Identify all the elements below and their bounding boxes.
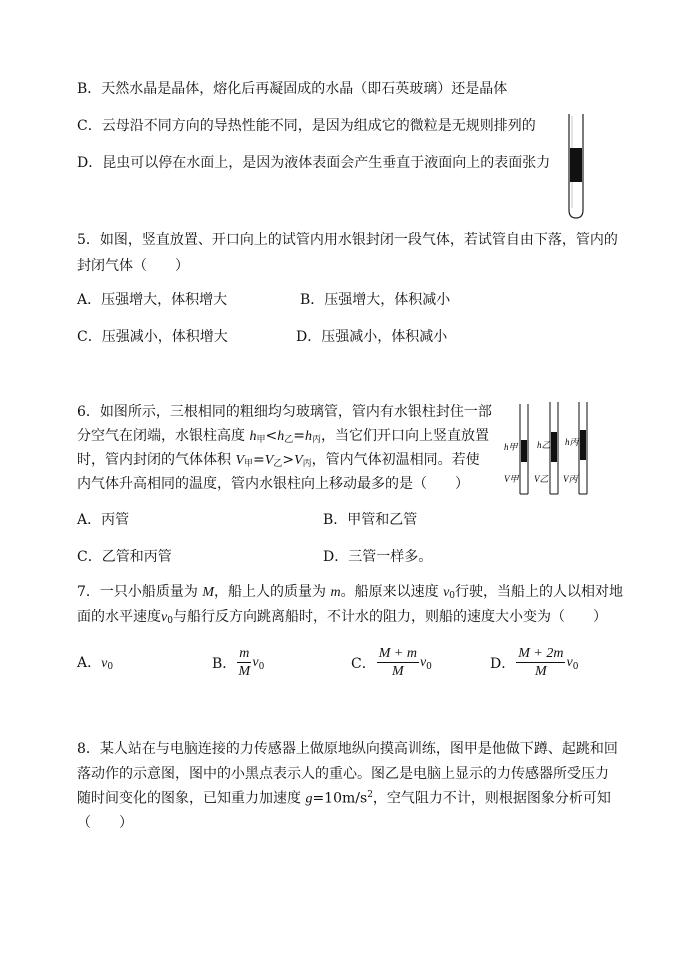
q4-option-d: D．昆虫可以停在水面上，是因为液体表面会产生垂直于液面向上的表面张力 [77, 155, 551, 171]
label-v-jia: V甲 [504, 474, 519, 484]
label-v-bing: V丙 [563, 474, 578, 484]
tube-yi [550, 402, 558, 494]
mercury-bing [580, 430, 586, 460]
mercury-column [570, 148, 582, 182]
q6-stem-line1: 6．如图所示，三根相同的粗细均匀玻璃管，管内有水银柱封住一部 [77, 404, 492, 420]
q7-fraction-b: $\frac{m}{M}$ [238, 646, 251, 680]
mercury-yi [551, 432, 557, 462]
q6-option-a: A．丙管 [77, 512, 130, 528]
q5-stem-line2: 封闭气体（ ） [77, 258, 189, 274]
q5-stem-line1: 5．如图，竖直放置、开口向上的试管内用水银封闭一段气体，若试管自由下落，管内的 [77, 232, 618, 248]
q7-stem-line2: 面的水平速度$v_0$与船行反方向跳离船时，不计水的阻力，则船的速度大小变为（ ） [77, 609, 607, 626]
q7-fraction-c: $\frac{M + m}{M}$ [378, 646, 417, 680]
q5-option-d: D．压强减小，体积减小 [296, 329, 448, 345]
q7-stem-line1: 7．一只小船质量为 M，船上人的质量为 m。船原来以速度 $v_0$行驶，当船上的人以相对地 [77, 584, 624, 601]
tube-bing [579, 402, 587, 494]
q8-stem-line1: 8．某人站在与电脑连接的力传感器上做原地纵向摸高训练，图甲是他做下蹲、起跳和回 [77, 741, 618, 757]
label-h-bing: h丙 [565, 437, 579, 447]
q5-option-a: A．压强增大，体积增大 [77, 292, 228, 308]
q7-option-d: D． $\frac{M + 2m}{M}$ $v_0$ [490, 646, 579, 680]
mercury-jia [521, 440, 527, 462]
q7-fraction-d: $\frac{M + 2m}{M}$ [518, 646, 564, 680]
q5-option-c: C．压强减小，体积增大 [77, 329, 228, 345]
q5-option-b: B．压强增大，体积减小 [300, 292, 451, 308]
test-tube-figure [564, 112, 588, 222]
q6-option-b: B．甲管和乙管 [323, 512, 418, 528]
q8-stem-line4: （ ） [77, 815, 133, 831]
q8-stem-line2: 落动作的示意图，图中的小黑点表示人的重心。图乙是电脑上显示的力传感器所受压力 [77, 766, 609, 782]
q4-option-b: B．天然水晶是晶体，熔化后再凝固成的水晶（即石英玻璃）还是晶体 [77, 81, 508, 97]
label-v-yi: V乙 [534, 474, 549, 484]
q6-option-c: C．乙管和丙管 [77, 549, 172, 565]
q7-option-b: B． $\frac{m}{M}$ $v_0$ [212, 646, 265, 680]
label-h-yi: h乙 [537, 440, 551, 450]
q7-option-a: A．$v_0$ [77, 655, 114, 672]
tube-jia [520, 404, 528, 494]
q6-stem-line4: 内气体升高相同的温度，管内水银柱向上移动最多的是（ ） [77, 476, 469, 492]
q6-stem-line2: 分空气在闭端，水银柱高度 $h_甲<h_乙=h_丙$，当它们开口向上竖直放置 [77, 428, 489, 445]
q6-option-d: D．三管一样多。 [323, 549, 433, 565]
three-tubes-figure [503, 400, 593, 500]
q6-stem-line3: 时，管内封闭的气体体积 $V_甲=V_乙>V_丙$，管内气体初温相同。若使 [77, 452, 480, 469]
q7-option-c: C． $\frac{M + m}{M}$ $v_0$ [351, 646, 432, 680]
q8-stem-line3: 随时间变化的图象，已知重力加速度 $g=10m/s^2$，空气阻力不计，则根据图象分析可知 [77, 790, 611, 807]
label-h-jia: h甲 [504, 442, 518, 452]
q4-option-c: C．云母沿不同方向的导热性能不同，是因为组成它的微粒是无规则排列的 [77, 118, 536, 134]
